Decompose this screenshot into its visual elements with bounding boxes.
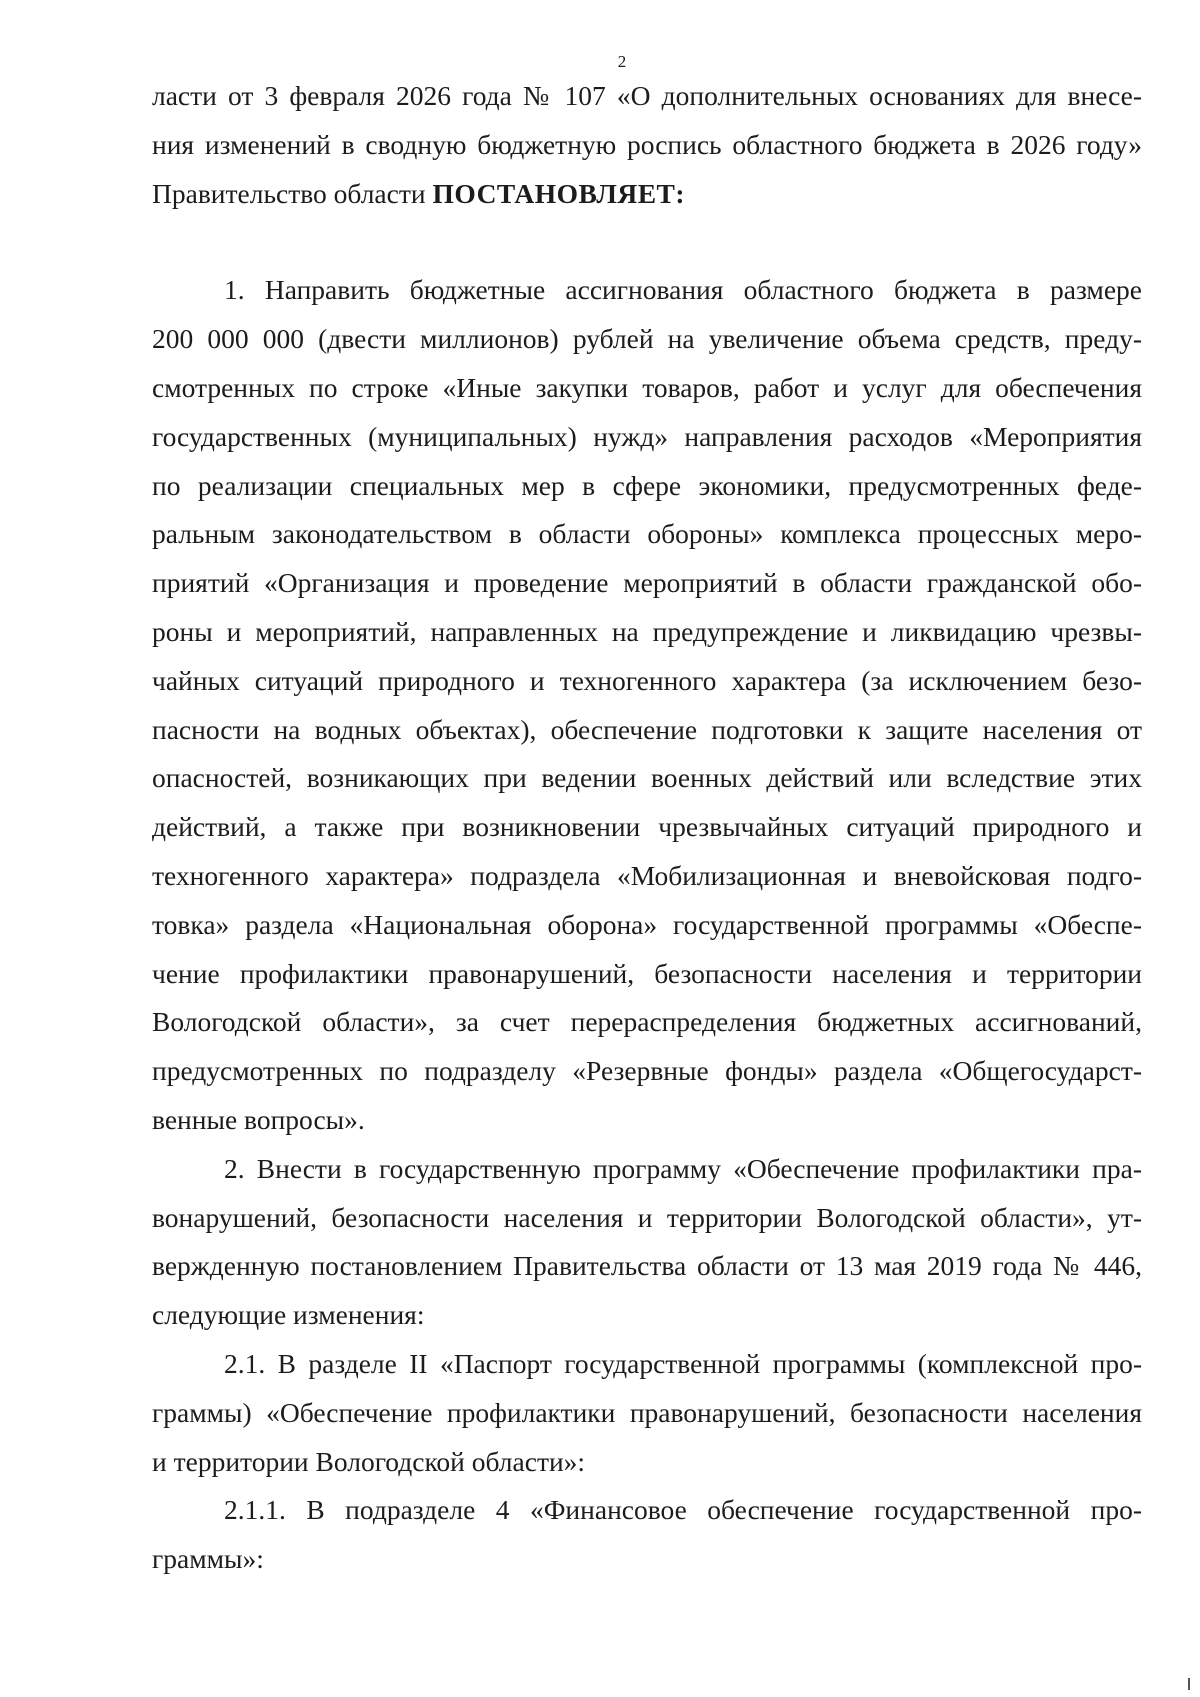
paragraph-1-line: чение профилактики правонарушений, безопасности населения и территории bbox=[152, 957, 1142, 989]
paragraph-1-line: 200 000 000 (двести миллионов) рублей на увеличение объема средств, преду- bbox=[152, 323, 1142, 355]
paragraph-2-1-line: 2.1. В разделе II «Паспорт государственной программы (комплексной про- bbox=[224, 1347, 1142, 1379]
paragraph-2-line: вержденную постановлением Правительства области от 13 мая 2019 года № 446, bbox=[152, 1250, 1142, 1282]
resolution-keyword: ПОСТАНОВЛЯЕТ: bbox=[432, 177, 686, 209]
paragraph-1-line: ральным законодательством в области обороны» комплекса процессных меро- bbox=[152, 518, 1142, 550]
paragraph-1-line: государственных (муниципальных) нужд» направления расходов «Мероприятия bbox=[152, 420, 1142, 452]
paragraph-1-line: чайных ситуаций природного и техногенного характера (за исключением безо- bbox=[152, 664, 1142, 696]
paragraph-1-line: пасности на водных объектах), обеспечение подготовки к защите населения от bbox=[152, 713, 1142, 745]
paragraph-2-1-1-line: граммы»: bbox=[152, 1543, 264, 1575]
paragraph-1 bbox=[152, 266, 1142, 1144]
paragraph-2-1-line: и территории Вологодской области»: bbox=[152, 1445, 586, 1477]
paragraph-1-line: роны и мероприятий, направленных на предупреждение и ликвидацию чрезвы- bbox=[152, 615, 1142, 647]
paragraph-1-line: предусмотренных по подразделу «Резервные фонды» раздела «Общегосударст- bbox=[152, 1055, 1142, 1087]
paragraph-2-line: вонарушений, безопасности населения и территории Вологодской области», ут- bbox=[152, 1201, 1142, 1233]
intro-line-3-text: Правительство области bbox=[152, 177, 433, 209]
paragraph-1-line: 1. Направить бюджетные ассигнования областного бюджета в размере bbox=[224, 274, 1142, 306]
paragraph-1-line: опасностей, возникающих при ведении военных действий или вследствие этих bbox=[152, 762, 1142, 794]
paragraph-2-line: 2. Внести в государственную программу «Обеспечение профилактики пра- bbox=[224, 1152, 1142, 1184]
paragraph-1-line: действий, а также при возникновении чрезвычайных ситуаций природного и bbox=[152, 811, 1142, 843]
paragraph-2-1-1 bbox=[152, 1486, 1142, 1584]
paragraph-2 bbox=[152, 1145, 1142, 1340]
paragraph-2-1 bbox=[152, 1340, 1142, 1486]
paragraph-1-line: товка» раздела «Национальная оборона» государственной программы «Обеспе- bbox=[152, 908, 1142, 940]
document-body bbox=[152, 72, 1142, 1584]
intro-line-3 bbox=[152, 170, 1142, 219]
intro-line-1: ласти от 3 февраля 2026 года № 107 «О дополнительных основаниях для внесе- bbox=[152, 80, 1142, 111]
paragraph-1-line: по реализации специальных мер в сфере экономики, предусмотренных феде- bbox=[152, 469, 1142, 501]
paragraph-2-1-1-line: 2.1.1. В подразделе 4 «Финансовое обеспечение государственной про- bbox=[224, 1494, 1142, 1526]
intro-line-2: ния изменений в сводную бюджетную роспись областного бюджета в 2026 году» bbox=[152, 128, 1142, 160]
paragraph-1-line: Вологодской области», за счет перераспределения бюджетных ассигнований, bbox=[152, 1006, 1142, 1038]
paragraph-gap bbox=[152, 218, 1142, 266]
paragraph-1-line: приятий «Организация и проведение мероприятий в области гражданской обо- bbox=[152, 567, 1142, 599]
paragraph-2-line: следующие изменения: bbox=[152, 1299, 425, 1331]
page-number: 2 bbox=[617, 52, 627, 71]
paragraph-1-line: венные вопросы». bbox=[152, 1103, 365, 1135]
paragraph-1-line: смотренных по строке «Иные закупки товаров, работ и услуг для обеспечения bbox=[152, 371, 1142, 403]
scan-edge-mark bbox=[1188, 1678, 1190, 1690]
paragraph-1-line: техногенного характера» подраздела «Мобилизационная и вневойсковая подго- bbox=[152, 859, 1142, 891]
paragraph-2-1-line: граммы) «Обеспечение профилактики правонарушений, безопасности населения bbox=[152, 1396, 1142, 1428]
